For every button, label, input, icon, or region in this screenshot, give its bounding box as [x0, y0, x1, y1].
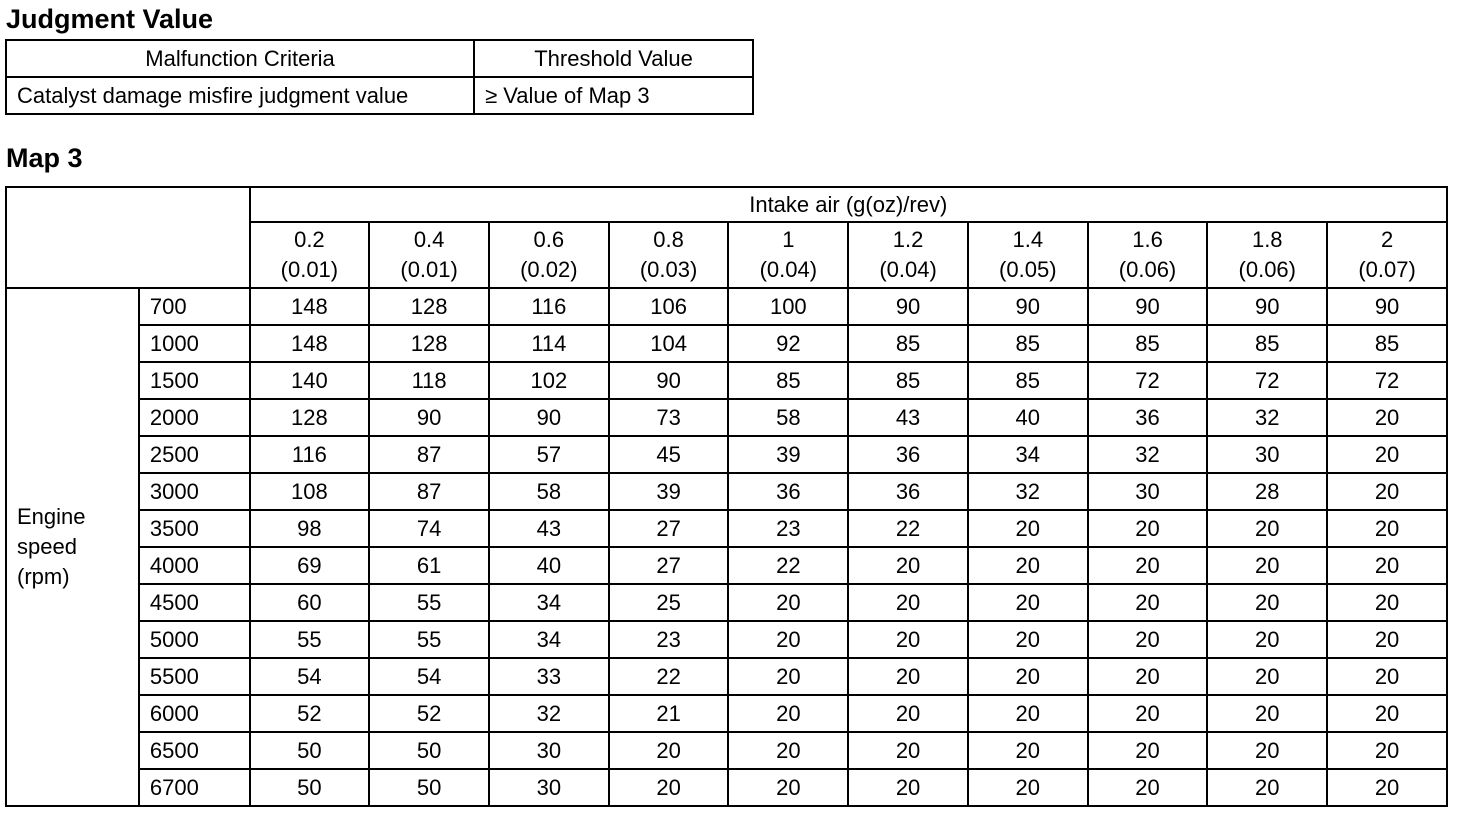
engine-speed-cell: 1000 — [139, 325, 250, 362]
intake-air-gram-value: 1.4 — [1012, 227, 1044, 252]
table-row — [6, 473, 1447, 510]
threshold-cell: 140 — [250, 362, 370, 399]
table-row — [6, 547, 1447, 584]
threshold-cell: 85 — [968, 362, 1088, 399]
judgment-data-row — [6, 77, 753, 114]
threshold-cell: 73 — [609, 399, 729, 436]
engine-speed-cell: 700 — [139, 288, 250, 325]
threshold-cell: 52 — [369, 695, 489, 732]
intake-air-column-header — [848, 222, 968, 288]
threshold-cell: 148 — [250, 325, 370, 362]
threshold-cell: 57 — [489, 436, 609, 473]
threshold-cell: 20 — [728, 732, 848, 769]
threshold-cell: 74 — [369, 510, 489, 547]
threshold-cell: 39 — [728, 436, 848, 473]
threshold-cell: 34 — [489, 621, 609, 658]
intake-air-header: Intake air (g(oz)/rev) — [250, 187, 1447, 222]
threshold-cell: 85 — [728, 362, 848, 399]
threshold-cell: 72 — [1207, 362, 1327, 399]
threshold-cell: 20 — [1088, 510, 1208, 547]
threshold-cell: 34 — [489, 584, 609, 621]
threshold-cell: 90 — [968, 288, 1088, 325]
threshold-cell: 36 — [848, 473, 968, 510]
engine-speed-cell: 4000 — [139, 547, 250, 584]
threshold-cell: 20 — [1327, 510, 1447, 547]
threshold-cell: 20 — [1207, 732, 1327, 769]
threshold-cell: 20 — [1088, 769, 1208, 806]
table-row — [6, 510, 1447, 547]
table-row — [6, 695, 1447, 732]
engine-speed-label-line: speed — [17, 534, 77, 559]
threshold-cell: 90 — [1207, 288, 1327, 325]
intake-air-column-header — [609, 222, 729, 288]
threshold-cell: 55 — [369, 584, 489, 621]
threshold-cell: 58 — [728, 399, 848, 436]
threshold-cell: 61 — [369, 547, 489, 584]
engine-speed-cell: 1500 — [139, 362, 250, 399]
threshold-cell: 20 — [1207, 621, 1327, 658]
intake-air-ounce-value: (0.04) — [879, 257, 937, 282]
threshold-cell: 148 — [250, 288, 370, 325]
threshold-cell: 20 — [1088, 732, 1208, 769]
intake-air-column-header — [369, 222, 489, 288]
threshold-cell: 104 — [609, 325, 729, 362]
malfunction-criteria-cell: Catalyst damage misfire judgment value — [6, 77, 474, 114]
threshold-cell: 25 — [609, 584, 729, 621]
table-row — [6, 436, 1447, 473]
threshold-cell: 108 — [250, 473, 370, 510]
threshold-cell: 20 — [728, 769, 848, 806]
intake-air-column-header — [968, 222, 1088, 288]
threshold-cell: 106 — [609, 288, 729, 325]
intake-air-ounce-value: (0.07) — [1358, 257, 1416, 282]
threshold-cell: 45 — [609, 436, 729, 473]
engine-speed-label-line: (rpm) — [17, 564, 70, 589]
threshold-cell: 69 — [250, 547, 370, 584]
judgment-value-heading: Judgment Value — [6, 4, 214, 34]
threshold-cell: 33 — [489, 658, 609, 695]
threshold-cell: 20 — [1327, 547, 1447, 584]
threshold-cell: 43 — [848, 399, 968, 436]
threshold-cell: 20 — [1327, 695, 1447, 732]
threshold-cell: 50 — [250, 769, 370, 806]
threshold-cell: 102 — [489, 362, 609, 399]
threshold-cell: 30 — [1207, 436, 1327, 473]
threshold-cell: 20 — [728, 621, 848, 658]
intake-air-gram-value: 0.8 — [653, 227, 684, 252]
threshold-cell: 128 — [369, 325, 489, 362]
threshold-cell: 30 — [489, 732, 609, 769]
threshold-cell: 50 — [369, 732, 489, 769]
intake-air-gram-value: 0.4 — [413, 227, 445, 252]
threshold-cell: 85 — [968, 325, 1088, 362]
threshold-cell: 98 — [250, 510, 370, 547]
threshold-cell: 85 — [848, 325, 968, 362]
threshold-cell: 20 — [609, 769, 729, 806]
threshold-cell: 128 — [250, 399, 370, 436]
intake-air-ounce-value: (0.04) — [759, 257, 818, 282]
threshold-cell: 85 — [848, 362, 968, 399]
threshold-cell: 20 — [1327, 621, 1447, 658]
intake-air-ounce-value: (0.05) — [999, 257, 1057, 282]
table-row — [6, 288, 1447, 325]
intake-air-gram-value: 1.6 — [1132, 227, 1163, 252]
intake-air-gram-value: 1.2 — [892, 227, 924, 252]
engine-speed-cell: 4500 — [139, 584, 250, 621]
intake-air-gram-value: 0.6 — [533, 227, 565, 252]
threshold-cell: 128 — [369, 288, 489, 325]
threshold-cell: 20 — [1088, 658, 1208, 695]
threshold-cell: 87 — [369, 473, 489, 510]
threshold-cell: 20 — [968, 769, 1088, 806]
engine-speed-cell: 2500 — [139, 436, 250, 473]
threshold-cell: 90 — [489, 399, 609, 436]
threshold-cell: 20 — [1088, 621, 1208, 658]
threshold-cell: 114 — [489, 325, 609, 362]
intake-air-column-header — [489, 222, 609, 288]
threshold-cell: 85 — [1088, 325, 1208, 362]
threshold-cell: 20 — [728, 584, 848, 621]
engine-speed-cell: 6700 — [139, 769, 250, 806]
threshold-cell: 50 — [369, 769, 489, 806]
engine-speed-cell: 5500 — [139, 658, 250, 695]
threshold-cell: 27 — [609, 547, 729, 584]
threshold-cell: 54 — [250, 658, 370, 695]
intake-air-gram-value: 1 — [782, 227, 795, 252]
map-3-heading: Map 3 — [6, 143, 83, 173]
threshold-cell: 20 — [1207, 695, 1327, 732]
threshold-cell: 20 — [1207, 547, 1327, 584]
threshold-cell: 20 — [1327, 732, 1447, 769]
threshold-cell: 22 — [728, 547, 848, 584]
table-row — [6, 399, 1447, 436]
threshold-cell: 30 — [489, 769, 609, 806]
threshold-cell: 90 — [369, 399, 489, 436]
threshold-cell: 20 — [968, 732, 1088, 769]
threshold-cell: 20 — [1207, 769, 1327, 806]
intake-air-column-header — [1088, 222, 1208, 288]
threshold-cell: 20 — [1327, 473, 1447, 510]
threshold-cell: 43 — [489, 510, 609, 547]
threshold-cell: 28 — [1207, 473, 1327, 510]
intake-air-ounce-value: (0.06) — [1238, 257, 1296, 282]
threshold-cell: 34 — [968, 436, 1088, 473]
threshold-cell: 58 — [489, 473, 609, 510]
malfunction-criteria-header: Malfunction Criteria — [6, 40, 474, 77]
threshold-cell: 39 — [609, 473, 729, 510]
threshold-cell: 20 — [1327, 658, 1447, 695]
intake-air-ounce-value: (0.06) — [1118, 257, 1177, 282]
intake-air-ounce-value: (0.01) — [280, 257, 339, 282]
engine-speed-cell: 6500 — [139, 732, 250, 769]
threshold-cell: 92 — [728, 325, 848, 362]
threshold-cell: 90 — [1088, 288, 1208, 325]
threshold-cell: 32 — [489, 695, 609, 732]
threshold-cell: 85 — [1327, 325, 1447, 362]
threshold-cell: 72 — [1327, 362, 1447, 399]
threshold-cell: 20 — [1207, 658, 1327, 695]
engine-speed-cell: 3500 — [139, 510, 250, 547]
threshold-cell: 20 — [848, 621, 968, 658]
threshold-cell: 20 — [848, 695, 968, 732]
engine-speed-label — [6, 288, 139, 806]
table-row — [6, 732, 1447, 769]
intake-air-header-row — [6, 187, 1447, 222]
threshold-cell: 21 — [609, 695, 729, 732]
threshold-cell: 20 — [1327, 399, 1447, 436]
table-row — [6, 584, 1447, 621]
threshold-value-header: Threshold Value — [474, 40, 753, 77]
threshold-cell: 20 — [609, 732, 729, 769]
intake-air-ounce-value: (0.02) — [520, 257, 578, 282]
threshold-cell: 22 — [609, 658, 729, 695]
map-body — [6, 288, 1447, 806]
threshold-cell: 23 — [728, 510, 848, 547]
engine-speed-cell: 2000 — [139, 399, 250, 436]
engine-speed-cell: 6000 — [139, 695, 250, 732]
threshold-cell: 72 — [1088, 362, 1208, 399]
threshold-cell: 20 — [968, 658, 1088, 695]
threshold-cell: 50 — [250, 732, 370, 769]
judgment-header-row — [6, 40, 753, 77]
threshold-cell: 55 — [369, 621, 489, 658]
threshold-cell: 90 — [848, 288, 968, 325]
threshold-cell: 20 — [728, 695, 848, 732]
threshold-cell: 90 — [609, 362, 729, 399]
threshold-value-cell: ≥ Value of Map 3 — [474, 77, 753, 114]
table-row — [6, 362, 1447, 399]
threshold-cell: 85 — [1207, 325, 1327, 362]
intake-air-ounce-value: (0.03) — [639, 257, 698, 282]
threshold-cell: 20 — [1088, 584, 1208, 621]
threshold-cell: 20 — [1327, 769, 1447, 806]
intake-air-column-header — [728, 222, 848, 288]
intake-air-gram-value: 2 — [1380, 227, 1394, 252]
threshold-cell: 116 — [250, 436, 370, 473]
threshold-cell: 20 — [1327, 584, 1447, 621]
intake-air-column-header — [1327, 222, 1447, 288]
judgment-table — [5, 39, 754, 115]
threshold-cell: 116 — [489, 288, 609, 325]
threshold-cell: 100 — [728, 288, 848, 325]
threshold-cell: 20 — [968, 547, 1088, 584]
intake-air-ounce-value: (0.01) — [400, 257, 458, 282]
intake-air-column-header — [1207, 222, 1327, 288]
table-row — [6, 658, 1447, 695]
intake-air-gram-value: 0.2 — [294, 227, 325, 252]
threshold-cell: 90 — [1327, 288, 1447, 325]
map-3-table — [5, 186, 1448, 807]
table-row — [6, 325, 1447, 362]
engine-speed-label-line: Engine — [17, 504, 86, 529]
table-row — [6, 621, 1447, 658]
threshold-cell: 40 — [968, 399, 1088, 436]
threshold-cell: 20 — [1207, 510, 1327, 547]
threshold-cell: 30 — [1088, 473, 1208, 510]
threshold-cell: 20 — [968, 695, 1088, 732]
threshold-cell: 20 — [968, 510, 1088, 547]
threshold-cell: 36 — [728, 473, 848, 510]
threshold-cell: 27 — [609, 510, 729, 547]
threshold-cell: 36 — [1088, 399, 1208, 436]
threshold-cell: 20 — [1207, 584, 1327, 621]
threshold-cell: 20 — [848, 658, 968, 695]
corner-blank-cell — [6, 187, 250, 288]
threshold-cell: 20 — [1327, 436, 1447, 473]
threshold-cell: 20 — [968, 621, 1088, 658]
threshold-cell: 32 — [1088, 436, 1208, 473]
threshold-cell: 52 — [250, 695, 370, 732]
threshold-cell: 20 — [848, 584, 968, 621]
threshold-cell: 20 — [728, 658, 848, 695]
threshold-cell: 36 — [848, 436, 968, 473]
threshold-cell: 20 — [1088, 547, 1208, 584]
threshold-cell: 40 — [489, 547, 609, 584]
threshold-cell: 22 — [848, 510, 968, 547]
threshold-cell: 20 — [968, 584, 1088, 621]
engine-speed-cell: 5000 — [139, 621, 250, 658]
threshold-cell: 87 — [369, 436, 489, 473]
intake-air-column-header — [250, 222, 370, 288]
intake-air-gram-value: 1.8 — [1251, 227, 1283, 252]
threshold-cell: 20 — [848, 769, 968, 806]
threshold-cell: 20 — [848, 732, 968, 769]
threshold-cell: 55 — [250, 621, 370, 658]
threshold-cell: 20 — [1088, 695, 1208, 732]
threshold-cell: 20 — [848, 547, 968, 584]
threshold-cell: 60 — [250, 584, 370, 621]
threshold-cell: 54 — [369, 658, 489, 695]
threshold-cell: 32 — [968, 473, 1088, 510]
threshold-cell: 118 — [369, 362, 489, 399]
threshold-cell: 32 — [1207, 399, 1327, 436]
engine-speed-cell: 3000 — [139, 473, 250, 510]
table-row — [6, 769, 1447, 806]
threshold-cell: 23 — [609, 621, 729, 658]
map-header — [6, 187, 1447, 288]
